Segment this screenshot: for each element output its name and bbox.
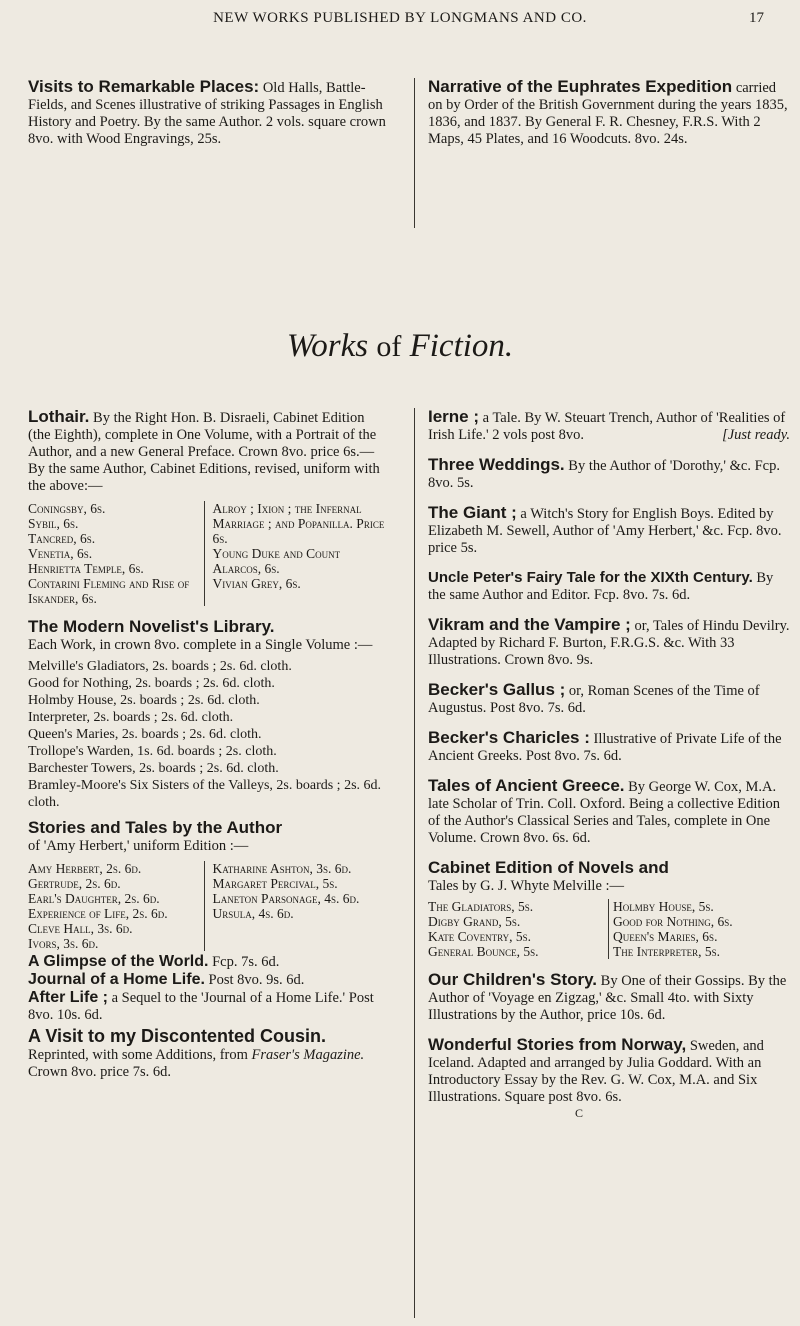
entry-title: Visits to Remarkable Places: — [28, 77, 260, 96]
list-item: Bramley-Moore's Six Sisters of the Valleys, 2s. boards ; 2s. 6d. cloth. — [28, 778, 382, 810]
list-item: Venetia, 6s. — [28, 546, 93, 561]
entry-title: Tales of Ancient Greece. — [428, 776, 625, 795]
left-column — [28, 408, 388, 1081]
entry-title: Our Children's Story. — [428, 970, 598, 989]
list-item: Contarini Fleming and Rise of Iskander, 6s. — [28, 576, 190, 606]
entry-title: Three Weddings. — [428, 455, 565, 474]
list-item: Alroy ; Ixion ; the Infernal Marriage ; and Popanilla. Price 6s. — [212, 501, 385, 546]
entry-body: Reprinted, with some Additions, from — [28, 1047, 248, 1063]
entry-title: Uncle Peter's Fairy Tale for the XIXth Century. — [428, 569, 753, 586]
entry-body: carried on by Order of the British Government during the years 1835, 1836, and 1837. By General F. R. Chesney, F.R.S. With 2 Maps, 45 Plates, and 16 Woodcuts. 8vo. 24s. — [428, 80, 788, 147]
running-head: NEW WORKS PUBLISHED BY LONGMANS AND CO. — [213, 10, 587, 26]
entry-title: After Life ; — [28, 989, 108, 1006]
list-item: Ursula, 4s. 6d. — [212, 906, 294, 921]
entry-body: By George W. Cox, M.A. late Scholar of Trin. Coll. Oxford. Being a collective Edition of the Author's Classical Series and Tales, complete in One Volume. Crown 8vo. 6s. 6d. — [428, 779, 780, 846]
list-item: Trollope's Warden, 1s. 6d. boards ; 2s. cloth. — [28, 744, 277, 759]
list-item: Sybil, 6s. — [28, 516, 79, 531]
entry-title: Journal of a Home Life. — [28, 971, 205, 988]
signature-mark: C — [574, 1106, 583, 1120]
list-item: Young Duke and Count Alarcos, 6s. — [212, 546, 341, 576]
entry-body: Illustrative of Private Life of the Ancient Greeks. Post 8vo. 7s. 6d. — [428, 731, 782, 764]
entry-visits — [28, 78, 388, 160]
entry-title: Stories and Tales by the Author — [28, 818, 283, 837]
list-item: Experience of Life, 2s. 6d. — [28, 906, 168, 921]
entry-body: Tales by G. J. Whyte Melville :— — [428, 878, 625, 894]
section-heading — [0, 328, 800, 365]
list-item: Amy Herbert, 2s. 6d. — [28, 861, 142, 876]
entry-body: Sweden, and Iceland. Adapted and arranged by Julia Goddard. With an Introductory Essay by the Rev. G. W. Cox, M.A. and Six Illustrations. Square post 8vo. 6s. — [428, 1038, 764, 1105]
page-number: 17 — [749, 10, 764, 26]
disraeli-list — [28, 501, 388, 606]
entry-title: A Visit to my Discontented Cousin. — [28, 1026, 327, 1046]
list-item: Coningsby, 6s. — [28, 501, 106, 516]
list-item: Margaret Percival, 5s. — [212, 876, 338, 891]
list-item: Kate Coventry, 5s. — [428, 929, 609, 944]
list-item: Melville's Gladiators, 2s. boards ; 2s. 6d. cloth. — [28, 659, 292, 674]
section-heading-of: of — [376, 330, 402, 363]
novelist-list — [28, 658, 388, 811]
entry-title: Wonderful Stories from Norway, — [428, 1035, 687, 1054]
list-item: Ivors, 3s. 6d. — [28, 936, 99, 951]
entry-body: Each Work, in crown 8vo. complete in a Single Volume :— — [28, 637, 373, 653]
entry-body: a Witch's Story for English Boys. Edited by Elizabeth M. Sewell, Author of 'Amy Herbert,' &c. Fcp. 8vo. price 5s. — [428, 506, 782, 556]
list-item: Henrietta Temple, 6s. — [28, 561, 144, 576]
entry-body: By One of their Gossips. By the Author of 'Voyage en Zigzag,' &c. Small 4to. with Sixty Illustrations by the Author, price 10s. 6d. — [428, 973, 787, 1023]
entry-title: Becker's Gallus ; — [428, 680, 566, 699]
entry-body: Fcp. 7s. 6d. — [212, 954, 280, 970]
column-divider — [414, 408, 415, 1318]
entry-title: Becker's Charicles : — [428, 728, 590, 747]
entry-body: Old Halls, Battle-Fields, and Scenes illustrative of striking Passages in English History and Poetry. By the same Author. 2 vols. square crown 8vo. with Wood Engravings, 25s. — [28, 80, 386, 147]
entry-title: Ierne ; — [428, 407, 480, 426]
list-item: Digby Grand, 5s. — [428, 914, 609, 929]
list-item: Holmby House, 2s. boards ; 2s. 6d. cloth. — [28, 693, 260, 708]
list-item: Queen's Maries, 2s. boards ; 2s. 6d. cloth. — [28, 727, 262, 742]
entry-title: A Glimpse of the World. — [28, 953, 209, 970]
entry-title: Vikram and the Vampire ; — [428, 615, 631, 634]
list-item: General Bounce, 5s. — [428, 944, 609, 959]
entry-body: or, Tales of Hindu Devilry. Adapted by Richard F. Burton, F.R.G.S. &c. With 33 Illustrations. Crown 8vo. 9s. — [428, 618, 790, 668]
entry-body: a Sequel to the 'Journal of a Home Life.' Post 8vo. 10s. 6d. — [28, 990, 374, 1023]
section-heading-word: Works — [286, 328, 369, 364]
list-item: Tancred, 6s. — [28, 531, 96, 546]
entry-tail: Crown 8vo. price 7s. 6d. — [28, 1064, 171, 1080]
entry-body: Post 8vo. 9s. 6d. — [208, 972, 305, 988]
list-item: Earl's Daughter, 2s. 6d. — [28, 891, 160, 906]
entry-title: The Giant ; — [428, 503, 517, 522]
entry-body: of 'Amy Herbert,' uniform Edition :— — [28, 838, 249, 854]
list-item: Gertrude, 2s. 6d. — [28, 876, 121, 891]
melville-list — [428, 899, 790, 959]
entry-body: or, Roman Scenes of the Time of Augustus. Post 8vo. 7s. 6d. — [428, 683, 760, 716]
list-item: Cleve Hall, 3s. 6d. — [28, 921, 133, 936]
amy-herbert-list — [28, 861, 388, 951]
entry-italic: Fraser's Magazine. — [251, 1047, 365, 1063]
list-item: Good for Nothing, 6s. — [613, 914, 733, 929]
list-item: The Interpreter, 5s. — [613, 944, 720, 959]
list-item: The Gladiators, 5s. — [428, 899, 609, 914]
list-item: Vivian Grey, 6s. — [212, 576, 301, 591]
list-item: Holmby House, 5s. — [613, 899, 714, 914]
list-item: Laneton Parsonage, 4s. 6d. — [212, 891, 360, 906]
entry-title: Cabinet Edition of Novels and — [428, 858, 669, 877]
list-item: Queen's Maries, 6s. — [613, 929, 718, 944]
entry-title: Lothair. — [28, 407, 90, 426]
entry-body: By the same Author and Editor. Fcp. 8vo. 7s. 6d. — [428, 570, 774, 603]
list-item: Barchester Towers, 2s. boards ; 2s. 6d. cloth. — [28, 761, 279, 776]
entry-body: By the Right Hon. B. Disraeli, Cabinet Edition (the Eighth), complete in One Volume, with a Portrait of the Author, and a new General Preface. Crown 8vo. price 6s.—By the same Author, Cabinet Editions, revised, uniform with the above:— — [28, 410, 380, 494]
entry-body: By the Author of 'Dorothy,' &c. Fcp. 8vo. 5s. — [428, 458, 780, 491]
section-heading-word: Fiction. — [409, 328, 514, 364]
list-item: Good for Nothing, 2s. boards ; 2s. 6d. cloth. — [28, 676, 275, 691]
entry-title: The Modern Novelist's Library. — [28, 617, 275, 636]
list-item: Interpreter, 2s. boards ; 2s. 6d. cloth. — [28, 710, 234, 725]
right-column — [428, 408, 790, 1121]
entry-title: Narrative of the Euphrates Expedition — [428, 77, 733, 96]
entry-note: [Just ready. — [722, 427, 790, 443]
entry-euphrates — [428, 78, 788, 160]
entry-body: a Tale. By W. Steuart Trench, Author of 'Realities of Irish Life.' 2 vols post 8vo. — [428, 410, 786, 443]
list-item: Katharine Ashton, 3s. 6d. — [212, 861, 352, 876]
column-divider — [414, 78, 415, 228]
